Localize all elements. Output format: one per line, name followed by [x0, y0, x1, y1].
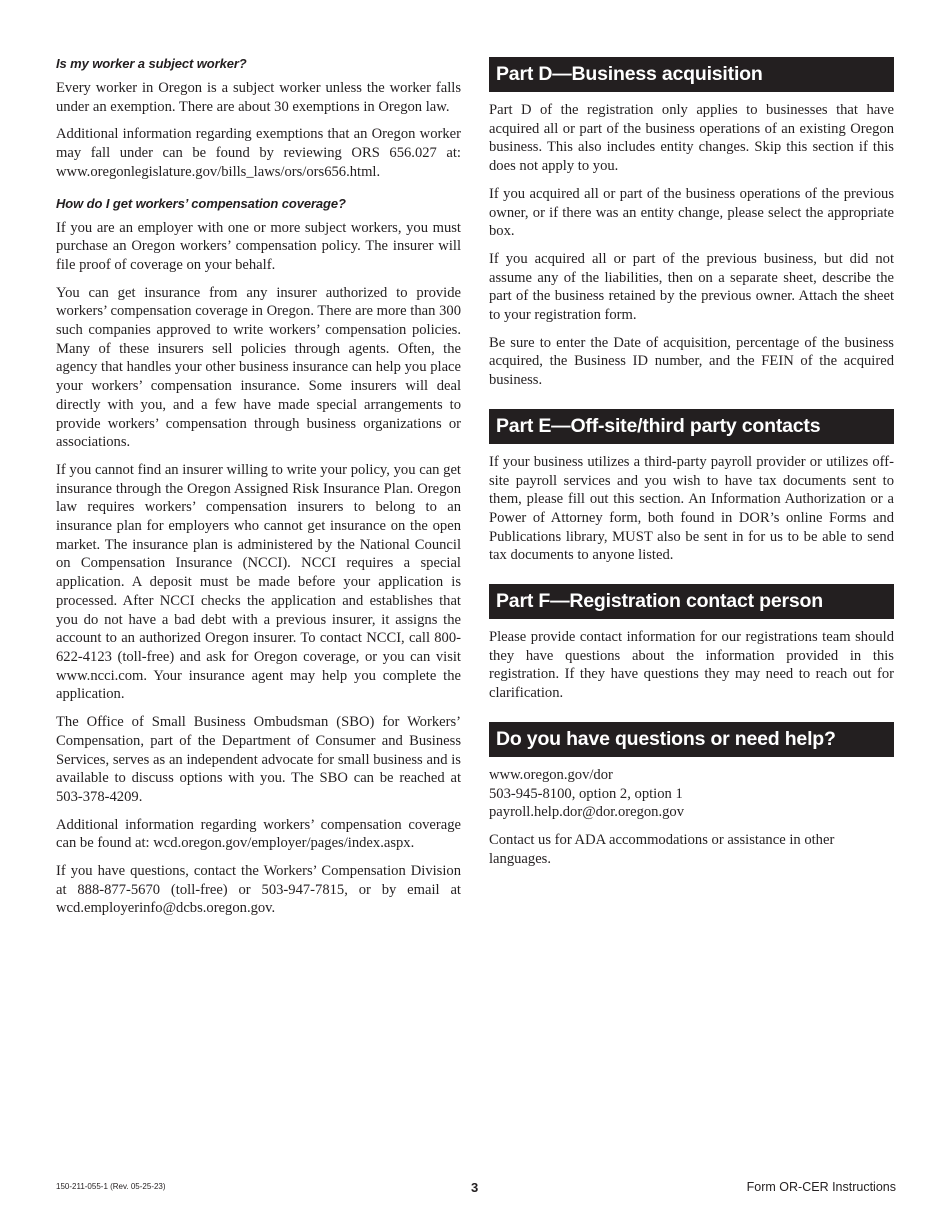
part-d-heading: Part D—Business acquisition — [489, 57, 894, 92]
part-d-paragraph-4: Be sure to enter the Date of acquisition, percentage of the business acquired, the Business ID number, and the FEIN of the acquired business. — [489, 334, 894, 389]
subject-worker-paragraph-2: Additional information regarding exemptions that an Oregon worker may fall under can be found by reviewing ORS 656.027 at: www.oregonlegislature.gov/bills_laws/ors/ors656.html. — [56, 126, 461, 180]
part-d-paragraph-1: Part D of the registration only applies to businesses that have acquired all or part of the business operations of an existing Oregon business. This also includes entity changes. Skip this section if this does not apply to you. — [489, 102, 894, 175]
coverage-paragraph-3: If you cannot find an insurer willing to write your policy, you can get insurance through the Oregon Assigned Risk Insurance Plan. Oregon law requires workers’ compensation insurers to belong to an insurance plan for employers who cannot get insurance on the open market. The insurance plan is administered by the National Council on Compensation Insurance (NCCI). NCCI requires a special application. A deposit must be made before your application is processed. After NCCI checks the application and establishes that you do not have a bad debt with a previous insurer, it assigns the account to an authorized Oregon insurer. To contact NCCI, call 800-622-4123 (toll-free) and ask for Oregon coverage, or you can visit www.ncci.com. Your insurance agent may help you complete the application. — [56, 461, 461, 703]
subject-worker-paragraph-1: Every worker in Oregon is a subject worker unless the worker falls under an exemption. There are about 30 exemptions in Oregon law. — [56, 80, 461, 115]
page-footer — [56, 1180, 896, 1196]
help-phone: 503-945-8100, option 2, option 1 — [489, 785, 683, 802]
coverage-paragraph-1: If you are an employer with one or more subject workers, you must purchase an Oregon workers’ compensation policy. The insurer will file proof of coverage on your behalf. — [56, 219, 461, 273]
coverage-paragraph-6: If you have questions, contact the Workers’ Compensation Division at 888-877-5670 (toll-free) or 503-947-7815, or by email at wcd.employerinfo@dcbs.oregon.gov. — [56, 863, 461, 917]
coverage-paragraph-5: Additional information regarding workers’ compensation coverage can be found at: wcd.oregon.gov/employer/pages/index.aspx. — [56, 816, 461, 852]
coverage-heading: How do I get workers’ compensation coverage? — [56, 195, 346, 211]
form-number: 150-211-055-1 (Rev. 05-25-23) — [56, 1182, 166, 1191]
coverage-paragraph-2: You can get insurance from any insurer authorized to provide workers’ compensation coverage in Oregon. There are more than 300 such companies approved to write workers’ compensation policies. Many of these insurers sell policies through agents. Often, the agency that handles your other business insurance can help you place your workers’ compensation insurance. Some insurers will deal directly with you, and a few have made special arrangements to provide workers’ compensation through business organizations or associations. — [56, 284, 461, 451]
part-d-paragraph-2: If you acquired all or part of the business operations of the previous owner, or if there was an entity change, please select the appropriate box. — [489, 185, 894, 240]
part-f-paragraph-1: Please provide contact information for our registrations team should they have questions about the information provided in this registration. If they have questions they may need to reach out for clarification. — [489, 629, 894, 702]
help-ada-paragraph: Contact us for ADA accommodations or assistance in other languages. — [489, 831, 835, 867]
help-email: payroll.help.dor@dor.oregon.gov — [489, 804, 685, 821]
subject-worker-heading: Is my worker a subject worker? — [56, 56, 247, 71]
part-e-paragraph-1: If your business utilizes a third-party payroll provider or utilizes off-site payroll services and you wish to have tax documents sent to them, please fill out this section. An Information Authorization or a Power of Attorney form, both found in DOR’s online Forms and Publications library, MUST also be sent in for us to be able to send tax documents to anyone listed. — [489, 453, 894, 564]
page-number: 3 — [471, 1180, 479, 1195]
left-column — [56, 52, 461, 927]
part-e-heading: Part E—Off-site/third party contacts — [489, 409, 894, 444]
right-column — [489, 57, 894, 877]
help-contact-lines — [489, 766, 894, 822]
form-title: Form OR-CER Instructions — [746, 1180, 896, 1194]
coverage-paragraph-4: The Office of Small Business Ombudsman (SBO) for Workers’ Compensation, part of the Department of Consumer and Business Services, serves as an independent advocate for small business and is available to discuss options with you. The SBO can be reached at 503-378-4209. — [56, 714, 461, 805]
help-heading: Do you have questions or need help? — [489, 722, 894, 757]
help-website: www.oregon.gov/dor — [489, 766, 613, 783]
part-d-paragraph-3: If you acquired all or part of the previous business, but did not assume any of the liabilities, then on a separate sheet, describe the part of the business retained by the previous owner. Attach the sheet to your registration form. — [489, 250, 894, 324]
part-f-heading: Part F—Registration contact person — [489, 584, 894, 619]
